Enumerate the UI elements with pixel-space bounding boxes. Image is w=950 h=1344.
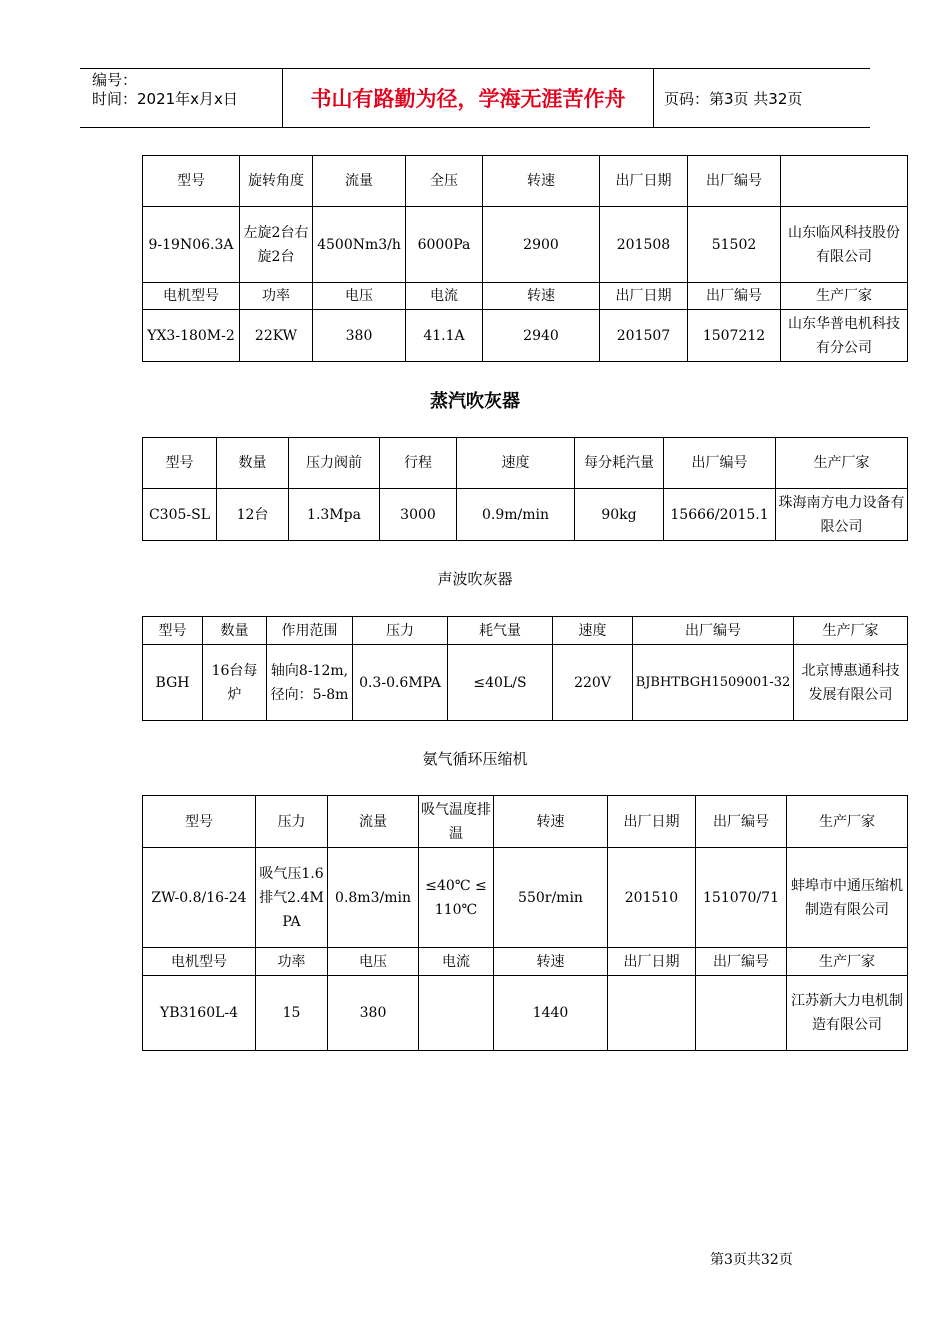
page-header xyxy=(80,68,870,128)
table-cell: 电机型号 xyxy=(143,948,256,976)
table-cell: 山东华普电机科技有分公司 xyxy=(781,310,908,362)
document-time: 时间：2021年x月x日 xyxy=(92,90,238,108)
table-cell: 生产厂家 xyxy=(781,283,908,310)
table-cell: 转速 xyxy=(483,156,600,207)
table-cell: 出厂日期 xyxy=(608,948,696,976)
table-cell xyxy=(696,976,787,1051)
table-cell: 出厂编号 xyxy=(696,948,787,976)
table-cell: 江苏新大力电机制造有限公司 xyxy=(787,976,908,1051)
table-cell: YB3160L-4 xyxy=(143,976,256,1051)
header-page-info: 页码：第3页 共32页 xyxy=(664,89,803,108)
table-cell: 速度 xyxy=(553,617,633,645)
table-row xyxy=(143,796,908,848)
table-row xyxy=(143,310,908,362)
table-cell: 15 xyxy=(256,976,328,1051)
table-cell: 出厂日期 xyxy=(600,283,688,310)
table-row xyxy=(143,976,908,1051)
table-cell xyxy=(608,976,696,1051)
document-number-label: 编号： xyxy=(92,71,138,89)
table-cell: 型号 xyxy=(143,438,217,489)
ammonia-compressor-table xyxy=(142,795,908,1051)
table-cell: 电流 xyxy=(406,283,483,310)
steam-sootblower-table xyxy=(142,437,908,541)
table-cell: 蚌埠市中通压缩机制造有限公司 xyxy=(787,848,908,948)
section-title-ammonia-compressor: 氨气循环压缩机 xyxy=(422,750,528,768)
table-cell: 90kg xyxy=(575,489,664,541)
table-row xyxy=(143,156,908,207)
table-cell xyxy=(781,156,908,207)
table-cell: 出厂编号 xyxy=(688,283,781,310)
table-cell: 吸气温度排温 xyxy=(419,796,494,848)
sonic-sootblower-table xyxy=(142,616,908,721)
table-cell: 生产厂家 xyxy=(787,796,908,848)
table-cell: 轴向8-12m,径向：5-8m xyxy=(267,645,353,721)
table-cell: 2940 xyxy=(483,310,600,362)
table-cell: 1.3Mpa xyxy=(289,489,380,541)
table-cell: 22KW xyxy=(240,310,313,362)
table-cell: 转速 xyxy=(494,948,608,976)
table-cell: 功率 xyxy=(240,283,313,310)
table-cell: 0.9m/min xyxy=(457,489,575,541)
table-cell: 旋转角度 xyxy=(240,156,313,207)
table-cell: 2900 xyxy=(483,207,600,283)
table-cell: 1507212 xyxy=(688,310,781,362)
table-cell: 型号 xyxy=(143,796,256,848)
table-cell: 3000 xyxy=(380,489,457,541)
table-cell: 全压 xyxy=(406,156,483,207)
table-cell: 0.3-0.6MPA xyxy=(353,645,448,721)
table-cell: 每分耗汽量 xyxy=(575,438,664,489)
table-cell: 转速 xyxy=(494,796,608,848)
table-cell: 201510 xyxy=(608,848,696,948)
table-cell xyxy=(419,976,494,1051)
section-title-steam-sootblower: 蒸汽吹灰器 xyxy=(430,391,520,412)
table-cell: 电压 xyxy=(313,283,406,310)
table-cell: 9-19N06.3A xyxy=(143,207,240,283)
table-cell: 生产厂家 xyxy=(787,948,908,976)
table-cell: 151070/71 xyxy=(696,848,787,948)
table-cell: 51502 xyxy=(688,207,781,283)
header-meta xyxy=(80,69,282,127)
table-cell: 出厂日期 xyxy=(608,796,696,848)
table-cell: 4500Nm3/h xyxy=(313,207,406,283)
table-row xyxy=(143,283,908,310)
table-cell: 15666/2015.1 xyxy=(664,489,776,541)
page-footer: 第3页共32页 xyxy=(710,1252,793,1268)
table-cell: 流量 xyxy=(313,156,406,207)
table-cell: 201508 xyxy=(600,207,688,283)
table-row xyxy=(143,207,908,283)
table-cell: 380 xyxy=(313,310,406,362)
table-cell: 出厂编号 xyxy=(633,617,794,645)
table-cell: 电机型号 xyxy=(143,283,240,310)
table-cell: 出厂日期 xyxy=(600,156,688,207)
table-cell: 耗气量 xyxy=(448,617,553,645)
table-cell: 550r/min xyxy=(494,848,608,948)
header-motto: 书山有路勤为径，学海无涯苦作舟 xyxy=(282,69,654,127)
table-cell: 转速 xyxy=(483,283,600,310)
fan-spec-table xyxy=(142,155,908,362)
table-cell: 出厂编号 xyxy=(664,438,776,489)
table-cell: 201507 xyxy=(600,310,688,362)
table-cell: 左旋2台右旋2台 xyxy=(240,207,313,283)
table-row xyxy=(143,617,908,645)
table-cell: 作用范围 xyxy=(267,617,353,645)
table-cell: 12台 xyxy=(217,489,289,541)
table-cell: 压力 xyxy=(256,796,328,848)
table-row xyxy=(143,948,908,976)
table-cell: 山东临风科技股份有限公司 xyxy=(781,207,908,283)
table-cell: 电压 xyxy=(328,948,419,976)
table-cell: 1440 xyxy=(494,976,608,1051)
table-cell: BJBHTBGH1509001-32 xyxy=(633,645,794,721)
table-row xyxy=(143,645,908,721)
table-cell: BGH xyxy=(143,645,203,721)
table-cell: 41.1A xyxy=(406,310,483,362)
table-cell: ≤40℃ ≤110℃ xyxy=(419,848,494,948)
table-cell: 出厂编号 xyxy=(696,796,787,848)
table-cell: 型号 xyxy=(143,617,203,645)
table-cell: ZW-0.8/16-24 xyxy=(143,848,256,948)
table-row xyxy=(143,848,908,948)
table-row xyxy=(143,489,908,541)
table-cell: 珠海南方电力设备有限公司 xyxy=(776,489,908,541)
table-cell: 速度 xyxy=(457,438,575,489)
table-cell: 吸气压1.6排气2.4MPA xyxy=(256,848,328,948)
table-cell: ≤40L/S xyxy=(448,645,553,721)
table-cell: 出厂编号 xyxy=(688,156,781,207)
table-row xyxy=(143,438,908,489)
table-cell: 6000Pa xyxy=(406,207,483,283)
table-cell: C305-SL xyxy=(143,489,217,541)
table-cell: 生产厂家 xyxy=(794,617,908,645)
table-cell: 380 xyxy=(328,976,419,1051)
table-cell: 压力阀前 xyxy=(289,438,380,489)
table-cell: 16台每炉 xyxy=(203,645,267,721)
table-cell: 压力 xyxy=(353,617,448,645)
table-cell: 0.8m3/min xyxy=(328,848,419,948)
table-cell: 数量 xyxy=(203,617,267,645)
table-cell: 型号 xyxy=(143,156,240,207)
table-cell: 流量 xyxy=(328,796,419,848)
table-cell: 生产厂家 xyxy=(776,438,908,489)
table-cell: 220V xyxy=(553,645,633,721)
table-cell: 北京博惠通科技发展有限公司 xyxy=(794,645,908,721)
table-cell: 行程 xyxy=(380,438,457,489)
section-title-sonic-sootblower: 声波吹灰器 xyxy=(437,570,513,588)
table-cell: 功率 xyxy=(256,948,328,976)
table-cell: 电流 xyxy=(419,948,494,976)
table-cell: 数量 xyxy=(217,438,289,489)
table-cell: YX3-180M-2 xyxy=(143,310,240,362)
